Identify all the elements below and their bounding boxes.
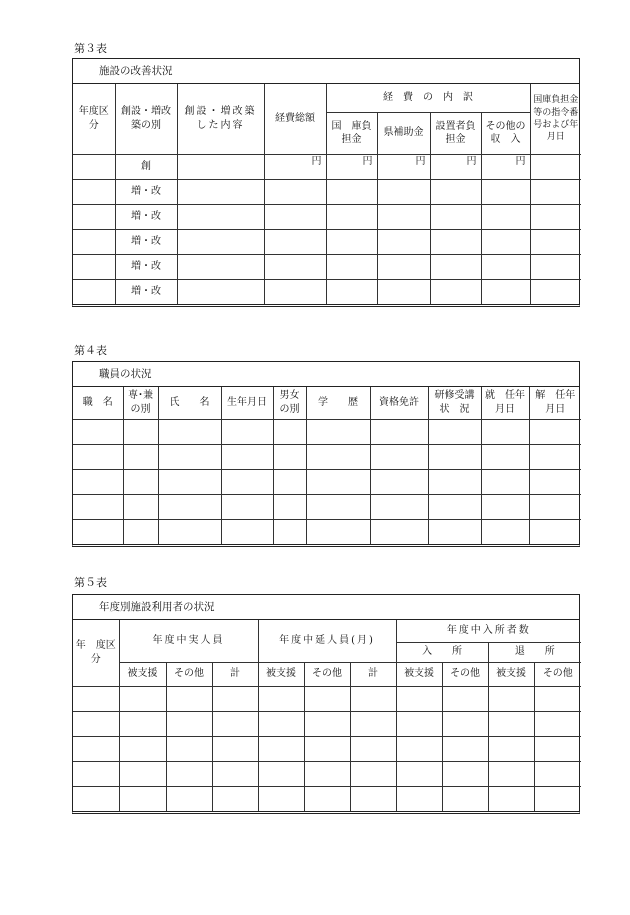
col-admitted: 入 所 xyxy=(396,642,488,662)
table-row xyxy=(73,179,581,204)
table-row xyxy=(73,204,581,229)
annual-users-table xyxy=(72,594,580,814)
facility-improvement-table xyxy=(72,58,580,307)
table-row xyxy=(73,154,581,179)
col-education: 学 歴 xyxy=(306,387,370,419)
col-admissions: 年度中入所者数 xyxy=(396,620,581,642)
col-recipient: 被支援 xyxy=(488,662,534,686)
col-prefectural-subsidy: 県補助金 xyxy=(377,112,430,154)
table-row xyxy=(73,761,581,786)
table-row xyxy=(73,494,581,519)
col-national-share: 国 庫負担金 xyxy=(326,112,377,154)
col-other-income: その他の収 入 xyxy=(481,112,530,154)
table-row xyxy=(73,229,581,254)
table-row xyxy=(73,736,581,761)
row-type: 創 xyxy=(115,154,177,179)
col-total: 計 xyxy=(212,662,258,686)
col-training: 研修受講状 況 xyxy=(428,387,481,419)
col-cost-breakdown: 経 費 の 内 訳 xyxy=(326,84,530,112)
col-fulltime-parttime: 専･兼の別 xyxy=(123,387,158,419)
table-row xyxy=(73,254,581,279)
col-dismissed-date: 解 任年月日 xyxy=(529,387,581,419)
col-appointed-date: 就 任年月日 xyxy=(481,387,529,419)
col-name: 氏 名 xyxy=(158,387,221,419)
col-founder-share: 設置者負担金 xyxy=(430,112,481,154)
col-total: 計 xyxy=(350,662,396,686)
staff-status-table xyxy=(72,361,580,547)
col-other: その他 xyxy=(304,662,350,686)
yen-unit: 円 xyxy=(264,154,326,179)
row-type: 増・改 xyxy=(115,229,177,254)
col-designation: 国庫負担金等の指令番号および年月日 xyxy=(530,84,581,154)
col-other: その他 xyxy=(442,662,488,686)
row-type: 増・改 xyxy=(115,254,177,279)
col-recipient: 被支援 xyxy=(119,662,166,686)
table-row xyxy=(73,519,581,544)
col-content: 創設・増改築した内容 xyxy=(177,84,264,154)
table5-caption: 年度別施設利用者の状況 xyxy=(73,595,579,620)
col-post: 職 名 xyxy=(73,387,123,419)
table-row xyxy=(73,786,581,811)
table-row xyxy=(73,686,581,711)
yen-unit: 円 xyxy=(430,154,481,179)
col-license: 資格免許 xyxy=(370,387,428,419)
col-birthdate: 生年月日 xyxy=(221,387,273,419)
table4-label: 第４表 xyxy=(74,344,107,357)
col-total-cost: 経費総額 xyxy=(264,84,326,154)
table3-caption: 施設の改善状況 xyxy=(73,59,579,84)
row-type: 増・改 xyxy=(115,279,177,304)
table-row xyxy=(73,444,581,469)
col-recipient: 被支援 xyxy=(258,662,304,686)
col-other: その他 xyxy=(534,662,581,686)
table-row xyxy=(73,279,581,304)
row-type: 増・改 xyxy=(115,204,177,229)
yen-unit: 円 xyxy=(377,154,430,179)
table4-caption: 職員の状況 xyxy=(73,362,579,387)
col-year-category: 年 度区 分 xyxy=(73,620,119,686)
col-construction-type: 創設・増改築の別 xyxy=(115,84,177,154)
table3-label: 第３表 xyxy=(74,42,107,55)
table5-label: 第５表 xyxy=(74,576,107,589)
col-actual-persons: 年度中実人員 xyxy=(119,620,258,662)
yen-unit: 円 xyxy=(326,154,377,179)
col-extended-persons: 年度中延人員(月) xyxy=(258,620,396,662)
col-sex: 男女の別 xyxy=(273,387,306,419)
col-other: その他 xyxy=(166,662,212,686)
table-row xyxy=(73,711,581,736)
col-discharged: 退 所 xyxy=(488,642,581,662)
row-type: 増・改 xyxy=(115,179,177,204)
table-row xyxy=(73,469,581,494)
col-recipient: 被支援 xyxy=(396,662,442,686)
table-row xyxy=(73,419,581,444)
yen-unit: 円 xyxy=(481,154,530,179)
col-year-category: 年度区分 xyxy=(73,84,115,154)
